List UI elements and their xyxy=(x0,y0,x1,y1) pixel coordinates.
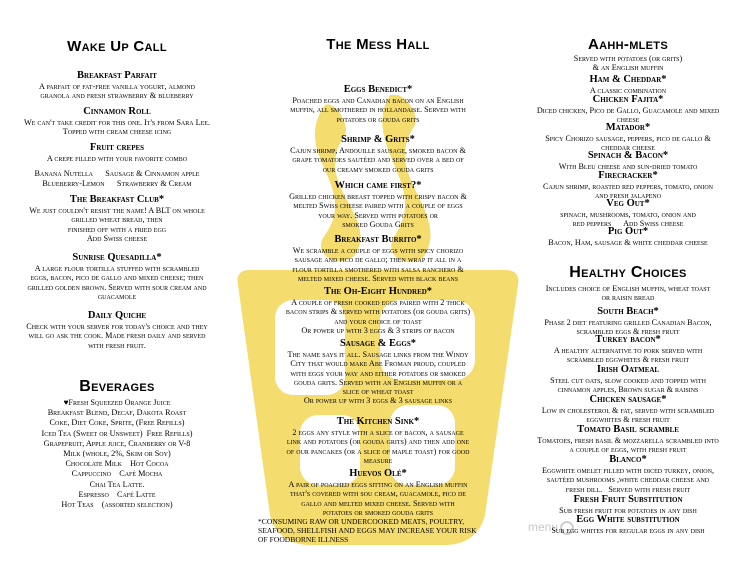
subtitle-line: & an English muffin xyxy=(592,63,664,73)
item-desc-line: potatoes or smoked gouda grits xyxy=(322,507,434,517)
beverage-line: Coke, Diet Coke, Sprite, (Free Refills) xyxy=(49,418,185,428)
item-title: Eggs Benedict* xyxy=(343,84,413,95)
menu-item-irish-oatmeal xyxy=(510,364,746,395)
item-desc-line: gouda grits. Served with an English muffin or a xyxy=(293,377,463,387)
item-desc-line: measure xyxy=(363,455,393,465)
beverage-line: Iced Tea (Sweet or Unsweet) Free Refills) xyxy=(41,428,193,438)
section-heading-wake-up-call: Wake Up Call xyxy=(67,38,167,55)
item-desc-line: guacamole xyxy=(97,291,137,301)
menu-item-sunrise-quesadilla xyxy=(4,252,230,301)
item-desc-line: of our pancakes (or a slice of maple toast) for good xyxy=(286,446,470,456)
item-title: Fruit crepes xyxy=(89,142,145,153)
menu-item-sausage-eggs xyxy=(248,338,508,406)
item-title: Cinnamon Roll xyxy=(83,106,151,117)
item-desc-line: City that would make Abe Froman proud, coupled xyxy=(290,359,466,369)
menu-item-breakfast-parfait xyxy=(4,70,230,101)
menu-item-daily-quiche xyxy=(4,310,230,350)
item-desc-line: smoked Gouda Grits xyxy=(342,219,414,229)
item-desc-line: Or power up with 3 eggs & 3 sausage links xyxy=(303,396,453,406)
item-title: Breakfast Parfait xyxy=(77,70,157,81)
menu-item-chicken-sausage xyxy=(510,394,746,425)
healthy-subtitle xyxy=(510,284,746,303)
menu-item-breakfast-burrito xyxy=(248,234,508,283)
item-desc-line: muffin, all smothered in hollandaise. Served with xyxy=(290,105,466,115)
item-desc-line: with eggs your way and either potatoes or smoked xyxy=(290,368,466,378)
beverage-line: ♥Fresh Squeezed Orange Juice xyxy=(63,398,171,407)
item-title: The Kitchen Sink* xyxy=(336,416,420,427)
item-desc-line: that's covered with sou cream, guacamole, pico de xyxy=(290,489,466,499)
section-heading-mess-hall: The Mess Hall xyxy=(326,36,430,53)
item-title: Fresh Fruit Substitution xyxy=(573,494,683,505)
menu-item-eggs-benedict xyxy=(248,84,508,124)
item-title: Chicken sausage* xyxy=(589,394,667,405)
item-desc-line: Steel cut oats, slow cooked and topped with xyxy=(550,376,706,385)
item-desc-line: cheese xyxy=(616,115,640,125)
item-desc-line: Sub fresh fruit for potatoes in any dish xyxy=(559,506,697,515)
item-desc-line: and your choice of toast xyxy=(334,316,422,326)
beverage-line: Breakfast Blend, Decaf, Dakota Roast xyxy=(47,408,187,418)
menu-item-huevos-ole xyxy=(248,468,508,517)
item-desc-line: and fresh jalapeno xyxy=(594,191,662,201)
beverage-line: Cappuccino Café Mocha xyxy=(71,469,163,479)
item-desc-line: potatoes or gouda grits xyxy=(336,114,420,124)
item-desc-line: cinnamon apples, Brown sugar & raisins xyxy=(557,385,699,395)
item-desc-line: gallo and melted mixed cheese. Served with xyxy=(301,498,455,508)
item-desc-line: Topped with cream cheese icing xyxy=(62,127,172,137)
beverage-line: Chocolate Milk Hot Cocoa xyxy=(65,459,169,469)
item-desc-line: a couple of eggs, with fresh fruit xyxy=(569,445,687,455)
menu-item-egg-white-substitution xyxy=(510,514,746,535)
item-title: The Oh-Eight Hundred* xyxy=(323,286,433,297)
menu-item-firecracker xyxy=(510,170,746,201)
crepe-combo-line: Banana Nutella Sausage & Cinnamon apple xyxy=(34,169,200,179)
item-title: The Breakfast Club* xyxy=(69,194,165,205)
item-title: South Beach* xyxy=(597,306,659,317)
item-desc-line: Cajun shrimp, Andouille sausage, smoked bacon & xyxy=(290,146,466,155)
item-desc-line: Tomatoes, fresh basil & mozzarella scrambled into xyxy=(537,436,719,445)
item-desc-line: red peppers Add Swiss cheese xyxy=(572,219,684,229)
item-desc-line: Diced chicken, Pico de Gallo, Guacamole and mixed xyxy=(536,106,720,115)
item-title: Breakfast Burrito* xyxy=(334,234,422,245)
menu-item-turkey-bacon xyxy=(510,334,746,365)
menu-item-kitchen-sink xyxy=(248,416,508,465)
menu-item-oh-eight-hundred xyxy=(248,286,508,335)
section-heading-healthy-choices: Healthy Choices xyxy=(569,264,687,281)
menu-item-fresh-fruit-substitution xyxy=(510,494,746,515)
menu-item-veg-out xyxy=(510,198,746,229)
menu-item-fruit-crepes xyxy=(4,142,230,188)
item-desc-line: eggs, bacon, pico de gallo and mixed cheese; then xyxy=(30,273,204,283)
menu-item-matador xyxy=(510,122,746,153)
menu-item-blanco xyxy=(510,454,746,494)
item-title: Which came first?* xyxy=(334,180,422,191)
item-desc-line: Bacon, Ham, sausage & white cheddar cheese xyxy=(548,238,708,247)
menu-item-shrimp-grits xyxy=(248,134,508,174)
item-title: Huevos Olé* xyxy=(349,468,407,479)
subtitle-line: or raisin bread xyxy=(601,293,655,303)
item-desc-line: fresh dill. Served with fresh fruit xyxy=(565,484,691,494)
item-title: Shrimp & Grits* xyxy=(341,134,415,145)
item-desc-line: scrambled eggwhites & fresh fruit xyxy=(566,355,690,365)
beverage-line: Grapefruit, Apple juice, Cranberry or V-8 xyxy=(43,438,191,448)
item-desc-line: melted Swiss cheese paired with a couple of eggs xyxy=(293,201,463,211)
item-title: Veg Out* xyxy=(606,198,650,209)
watermark-text: menu xyxy=(528,520,559,534)
item-desc-line: grilled wheat bread, then xyxy=(71,215,163,225)
item-desc-line: Poached eggs and Canadian bacon on an English xyxy=(292,96,464,105)
item-desc-line: A large flour tortilla stuffed with scrambled xyxy=(34,264,200,273)
item-desc-line: Spicy Chorizo sausage, peppers, pico de gallo & xyxy=(545,134,711,143)
beverages-list xyxy=(4,398,230,510)
item-title: Blanco* xyxy=(609,454,647,465)
item-desc-line: link and potatoes (or gouda grits) and then add one xyxy=(286,437,470,447)
item-desc-line: sausage and pico de gallo; then wrap it all in a xyxy=(294,255,462,265)
item-desc-line: Cajun shrimp, roasted red peppers, tomato, onion xyxy=(542,182,714,191)
section-heading-omelets: Aahh-mlets xyxy=(588,36,668,53)
item-desc-line: Phase 2 diet featuring grilled Canadian Bacon, xyxy=(544,318,712,327)
item-title: Ham & Cheddar* xyxy=(589,74,667,85)
food-safety-footnote xyxy=(258,518,498,544)
item-title: Sunrise Quesadilla* xyxy=(72,252,162,263)
menu-item-tomato-basil-scramble xyxy=(510,424,746,455)
subtitle-line: Served with potatoes (or grits) xyxy=(573,54,683,63)
menu-item-south-beach xyxy=(510,306,746,337)
item-desc-line: A crepe filled with your favorite combo xyxy=(46,154,188,163)
item-title: Pig Out* xyxy=(607,226,649,237)
item-desc-line: Sub egg whites for regular eggs in any dish xyxy=(551,526,705,535)
item-desc-line: bacon strips & served with potatoes (or gouda grits) xyxy=(285,307,471,317)
item-desc-line: will go ask the cook. Made fresh daily and served xyxy=(28,331,206,341)
item-desc-line: our creamy smoked gouda grits xyxy=(322,164,434,174)
item-desc-line: Or power up with 3 eggs & 3 strips of bacon xyxy=(301,325,455,335)
item-desc-line: eggwhites & fresh fruit xyxy=(586,415,670,425)
item-desc-line: scrambled eggs & fresh fruit xyxy=(576,327,680,337)
crepe-combo-line: Blueberry-Lemon Strawberry & Cream xyxy=(42,178,192,188)
item-title: Irish Oatmeal xyxy=(596,364,660,375)
item-desc-line: A couple of fresh cooked eggs paired with 2 thick xyxy=(291,298,465,307)
item-desc-line: your way. Served with potatoes or xyxy=(318,210,438,220)
menu-item-cinnamon-roll xyxy=(4,106,230,137)
item-title: Sausage & Eggs* xyxy=(339,338,417,349)
beverage-line: Hot Teas (assorted selection) xyxy=(61,500,173,510)
item-title: Tomato Basil scramble xyxy=(577,424,679,435)
item-desc-line: Grilled chicken breast topped with crispy bacon & xyxy=(289,192,467,201)
item-desc-line: A classic combination xyxy=(589,86,667,95)
item-desc-line: We can't take credit for this one. It's from Sara Lee. xyxy=(23,118,211,127)
item-desc-line: Low in cholesterol & fat, served with scrambled xyxy=(541,406,715,415)
item-desc-line: The name says it all. Sausage links from the Windy xyxy=(287,350,469,359)
menu-item-chicken-fajita xyxy=(510,94,746,125)
subtitle-line: Includes choice of English muffin, wheat toast xyxy=(545,284,711,293)
section-heading-beverages: Beverages xyxy=(79,378,155,395)
omelets-subtitle xyxy=(510,54,746,73)
item-title: Daily Quiche xyxy=(87,310,147,321)
item-desc-line: spinach, mushrooms, tomato, onion and xyxy=(560,210,696,219)
item-desc-line: Eggwhite omelet filled with diced turkey, onion, xyxy=(541,466,714,475)
item-title: Egg White substitution xyxy=(576,514,680,525)
item-desc-line: Check with your server for today's choice and they xyxy=(26,322,208,331)
item-desc-line: A healthy alternative to pork served with xyxy=(553,346,703,355)
item-desc-line: melted mixed cheese. Served with black beans xyxy=(297,273,459,283)
item-desc-line: granola and fresh strawberry & blueberry xyxy=(40,91,194,101)
item-desc-line: A parfait of fat-free vanilla yogurt, almond xyxy=(39,82,195,91)
item-desc-line: slice of wheat toast xyxy=(342,387,414,397)
beverage-line: Espresso Café Latte xyxy=(78,489,156,499)
menu-item-pig-out xyxy=(510,226,746,247)
footnote-line: SEAFOOD, SHELLFISH AND EGGS MAY INCREASE YOUR RISK xyxy=(258,525,477,535)
item-desc-line: flour tortilla smothered with salsa ranchero & xyxy=(292,264,464,274)
item-desc-line: 2 eggs any style with a slice of bacon, a sausage xyxy=(292,428,464,437)
item-desc-line: Add Swiss cheese xyxy=(86,233,148,243)
item-desc-line: cheddar cheese xyxy=(601,143,655,153)
item-title: Turkey bacon* xyxy=(595,334,661,345)
menu-item-spinach-bacon xyxy=(510,150,746,171)
menu-item-ham-cheddar xyxy=(510,74,746,95)
item-desc-line: sautéed mushrooms ,white cheddar cheese and xyxy=(546,475,710,485)
item-desc-line: We scramble a couple of eggs with spicy chorizo xyxy=(292,246,464,255)
item-desc-line: grape tomatoes sautéed and served over a bed of xyxy=(292,155,464,165)
item-title: Spinach & Bacon* xyxy=(587,150,669,161)
item-title: Firecracker* xyxy=(598,170,658,181)
item-title: Matador* xyxy=(605,122,651,133)
item-desc-line: With Bleu cheese and sun-dried tomato xyxy=(558,162,698,171)
footnote-line: OF FOODBORNE ILLNESS xyxy=(258,534,349,544)
footnote-line: *CONSUMING RAW OR UNDERCOOKED MEATS, POULTRY, xyxy=(258,517,465,526)
item-title: Chicken Fajita* xyxy=(592,94,664,105)
item-desc-line: finished off with a fried egg xyxy=(67,224,167,234)
item-desc-line: A pair of poached eggs sitting on an English muffin xyxy=(288,480,468,489)
item-desc-line: with fresh fruit. xyxy=(88,340,146,350)
menu-item-which-came-first xyxy=(248,180,508,229)
menu-item-breakfast-club xyxy=(4,194,230,243)
item-desc-line: grilled golden brown. Served with sour cream and xyxy=(27,282,207,292)
beverage-line: Chai Tea Latte. xyxy=(89,479,145,489)
item-desc-line: We just couldn't resist the name! A BLT on whole xyxy=(29,206,205,215)
beverage-line: Milk (whole, 2%, Skim or Soy) xyxy=(63,449,171,459)
